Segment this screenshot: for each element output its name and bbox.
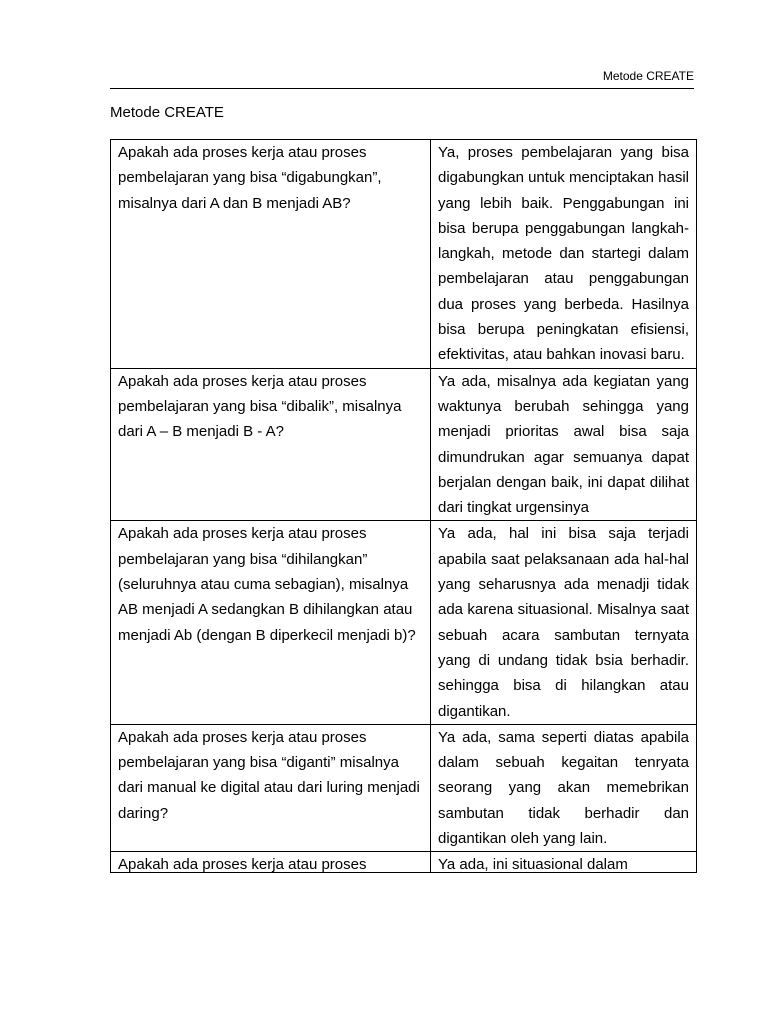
answer-cell: [431, 368, 697, 521]
question-text: Apakah ada proses kerja atau proses: [118, 856, 367, 873]
answer-text: Ya ada, misalnya ada kegiatan yang waktunya berubah sehingga yang menjadi prioritas awal bisa saja dimundrukan agar semuanya dapat berjalan dengan baik, ini dapat dilihat dari tingkat urgensinya: [438, 372, 689, 517]
answer-cell: [431, 852, 697, 873]
answer-cell: [431, 521, 697, 724]
running-header: Metode CREATE: [602, 69, 694, 83]
question-cell: [111, 521, 431, 724]
table-row: [111, 140, 697, 369]
question-text: Apakah ada proses kerja atau proses pembelajaran yang bisa “diganti” misalnya dari manual ke digital atau dari luring menjadi daring?: [118, 728, 420, 822]
question-cell: [111, 140, 431, 369]
question-cell: [111, 368, 431, 521]
document-title: Metode CREATE: [110, 104, 224, 121]
answer-text: Ya ada, sama seperti diatas apabila dalam sebuah kegaitan tenryata seorang yang akan memebrikan sambutan tidak berhadir dan digantikan oleh yang lain.: [438, 728, 689, 848]
header-rule: [110, 88, 694, 89]
table-row: [111, 852, 697, 873]
table-row: [111, 368, 697, 521]
create-method-table: [110, 139, 697, 873]
answer-cell: [431, 140, 697, 369]
answer-text: Ya, proses pembelajaran yang bisa digabungkan untuk menciptakan hasil yang lebih baik. Penggabungan ini bisa berupa penggabungan langkah-langkah, metode dan startegi dalam pembelajaran atau penggabungan dua proses yang berbeda. Hasilnya bisa berupa peningkatan efisiensi, efektivitas, atau bahkan inovasi baru.: [438, 144, 690, 364]
question-text: Apakah ada proses kerja atau proses pembelajaran yang bisa “dibalik”, misalnya dari A – B menjadi B - A?: [118, 372, 402, 441]
answer-cell: [431, 724, 697, 851]
table-row: [111, 521, 697, 724]
question-text: Apakah ada proses kerja atau proses pembelajaran yang bisa “digabungkan”, misalnya dari A dan B menjadi AB?: [118, 144, 382, 212]
table-row: [111, 724, 697, 851]
question-cell: [111, 724, 431, 851]
answer-text: Ya ada, hal ini bisa saja terjadi apabila saat pelaksanaan ada hal-hal yang seharusnya ada menadji tidak ada karena situasional. Misalnya saat sebuah acara sambutan ternyata yang di undang tidak bsia berhadir. sehingga bisa di hilangkan atau digantikan.: [438, 525, 689, 720]
question-text: Apakah ada proses kerja atau proses pembelajaran yang bisa “dihilangkan” (seluruhnya atau cuma sebagian), misalnya AB menjadi A sedangkan B dihilangkan atau menjadi Ab (dengan B diperkecil menjadi b)?: [118, 525, 416, 644]
question-cell: [111, 852, 431, 873]
answer-text: Ya ada, ini situasional dalam: [438, 856, 628, 873]
